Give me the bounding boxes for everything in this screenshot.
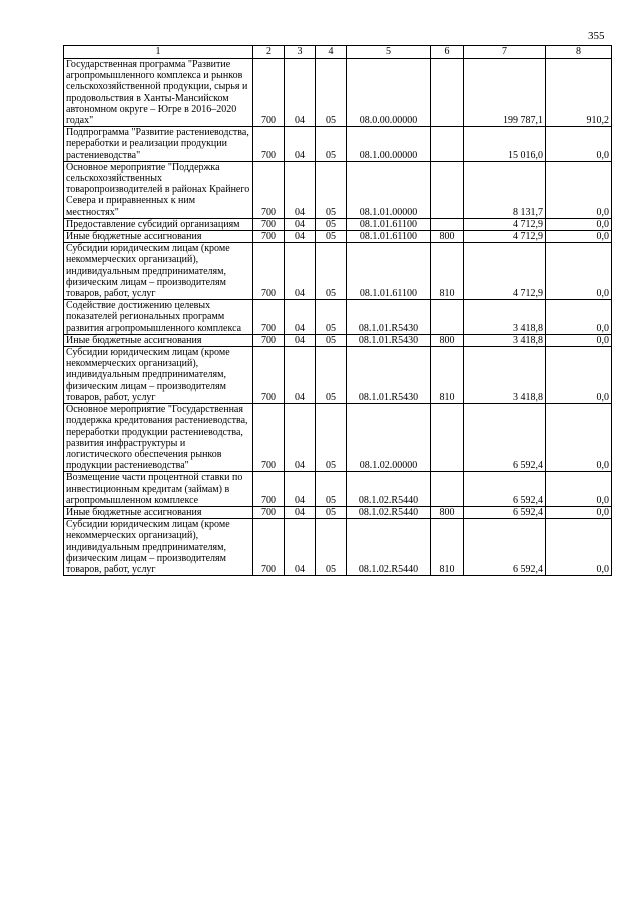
cell-admin-code: 700 [253,59,285,127]
cell-admin-code: 700 [253,231,285,243]
cell-section: 04 [285,218,316,230]
cell-target-article: 08.1.02.R5440 [347,472,431,507]
cell-admin-code: 700 [253,300,285,335]
cell-target-article: 08.1.01.61100 [347,231,431,243]
cell-subsection: 05 [316,404,347,472]
cell-amount-federal: 0,0 [546,127,612,162]
cell-expense-type [431,127,464,162]
cell-subsection: 05 [316,127,347,162]
row-name: Иные бюджетные ассигнования [64,334,253,346]
cell-section: 04 [285,506,316,518]
cell-amount-federal: 0,0 [546,231,612,243]
cell-subsection: 05 [316,472,347,507]
column-header: 1 [64,46,253,59]
table-row [64,300,612,335]
table-row [64,472,612,507]
cell-subsection: 05 [316,231,347,243]
cell-amount: 15 016,0 [464,127,546,162]
row-name: Содействие достижению целевых показателей региональных программ развития агропромышленного комплекса [64,300,253,335]
cell-section: 04 [285,472,316,507]
cell-target-article: 08.1.02.R5440 [347,506,431,518]
cell-amount-federal: 0,0 [546,300,612,335]
cell-section: 04 [285,347,316,404]
table-row [64,404,612,472]
cell-amount-federal: 0,0 [546,404,612,472]
cell-amount-federal: 0,0 [546,334,612,346]
cell-section: 04 [285,59,316,127]
column-header: 5 [347,46,431,59]
cell-amount-federal: 0,0 [546,347,612,404]
table-row [64,218,612,230]
cell-subsection: 05 [316,519,347,576]
cell-target-article: 08.0.00.00000 [347,59,431,127]
column-header: 2 [253,46,285,59]
cell-admin-code: 700 [253,243,285,300]
cell-expense-type: 800 [431,506,464,518]
cell-admin-code: 700 [253,127,285,162]
cell-amount-federal: 0,0 [546,506,612,518]
cell-subsection: 05 [316,347,347,404]
cell-admin-code: 700 [253,218,285,230]
table-row [64,334,612,346]
cell-subsection: 05 [316,218,347,230]
cell-amount: 6 592,4 [464,472,546,507]
cell-amount: 3 418,8 [464,300,546,335]
cell-expense-type: 800 [431,231,464,243]
table-header-row [64,46,612,59]
cell-expense-type: 810 [431,243,464,300]
row-name: Субсидии юридическим лицам (кроме некоммерческих организаций), индивидуальным предпринимателям, физическим лицам – производителям товаров, работ, услуг [64,347,253,404]
cell-expense-type: 810 [431,347,464,404]
table-row [64,243,612,300]
budget-table [63,45,612,576]
cell-target-article: 08.1.01.61100 [347,218,431,230]
table-row [64,347,612,404]
cell-amount: 4 712,9 [464,243,546,300]
cell-expense-type [431,300,464,335]
cell-amount: 199 787,1 [464,59,546,127]
cell-target-article: 08.1.01.R5430 [347,334,431,346]
table-row [64,519,612,576]
row-name: Подпрограмма "Развитие растениеводства, переработки и реализации продукции растениеводства" [64,127,253,162]
cell-admin-code: 700 [253,519,285,576]
row-name: Предоставление субсидий организациям [64,218,253,230]
cell-target-article: 08.1.02.R5440 [347,519,431,576]
cell-amount-federal: 0,0 [546,519,612,576]
cell-amount: 6 592,4 [464,519,546,576]
cell-target-article: 08.1.01.00000 [347,161,431,218]
cell-admin-code: 700 [253,334,285,346]
cell-target-article: 08.1.01.R5430 [347,300,431,335]
cell-subsection: 05 [316,243,347,300]
cell-expense-type [431,218,464,230]
cell-admin-code: 700 [253,472,285,507]
column-header: 7 [464,46,546,59]
row-name: Субсидии юридическим лицам (кроме некоммерческих организаций), индивидуальным предпринимателям, физическим лицам – производителям товаров, работ, услуг [64,243,253,300]
cell-amount: 8 131,7 [464,161,546,218]
row-name: Субсидии юридическим лицам (кроме некоммерческих организаций), индивидуальным предпринимателям, физическим лицам – производителям товаров, работ, услуг [64,519,253,576]
cell-section: 04 [285,300,316,335]
cell-subsection: 05 [316,59,347,127]
cell-section: 04 [285,127,316,162]
cell-subsection: 05 [316,506,347,518]
cell-admin-code: 700 [253,506,285,518]
cell-admin-code: 700 [253,404,285,472]
cell-amount-federal: 0,0 [546,243,612,300]
table-row [64,231,612,243]
row-name: Государственная программа "Развитие агропромышленного комплекса и рынков сельскохозяйственной продукции, сырья и продовольствия в Ханты-Мансийском автономном округе – Югре в 2016–2020 годах" [64,59,253,127]
cell-section: 04 [285,231,316,243]
cell-expense-type [431,59,464,127]
cell-target-article: 08.1.01.R5430 [347,347,431,404]
cell-target-article: 08.1.00.00000 [347,127,431,162]
cell-section: 04 [285,334,316,346]
cell-section: 04 [285,519,316,576]
column-header: 6 [431,46,464,59]
cell-amount: 6 592,4 [464,506,546,518]
table-row [64,506,612,518]
cell-expense-type: 810 [431,519,464,576]
cell-expense-type [431,472,464,507]
cell-amount: 6 592,4 [464,404,546,472]
cell-amount-federal: 910,2 [546,59,612,127]
row-name: Иные бюджетные ассигнования [64,231,253,243]
cell-admin-code: 700 [253,347,285,404]
cell-amount-federal: 0,0 [546,218,612,230]
cell-section: 04 [285,243,316,300]
table-row [64,59,612,127]
cell-section: 04 [285,404,316,472]
row-name: Основное мероприятие "Государственная поддержка кредитования растениеводства, переработки продукции растениеводства, развития инфраструктуры и логистического обеспечения рынков продукции растениеводства" [64,404,253,472]
cell-target-article: 08.1.02.00000 [347,404,431,472]
cell-subsection: 05 [316,300,347,335]
row-name: Возмещение части процентной ставки по инвестиционным кредитам (займам) в агропромышленном комплексе [64,472,253,507]
cell-subsection: 05 [316,334,347,346]
row-name: Иные бюджетные ассигнования [64,506,253,518]
row-name: Основное мероприятие "Поддержка сельскохозяйственных товаропроизводителей в районах Крайнего Севера и приравненных к ним местностях" [64,161,253,218]
cell-section: 04 [285,161,316,218]
cell-amount-federal: 0,0 [546,472,612,507]
table-row [64,161,612,218]
cell-amount: 3 418,8 [464,334,546,346]
cell-amount: 4 712,9 [464,218,546,230]
cell-amount: 3 418,8 [464,347,546,404]
cell-subsection: 05 [316,161,347,218]
cell-amount-federal: 0,0 [546,161,612,218]
cell-amount: 4 712,9 [464,231,546,243]
column-header: 4 [316,46,347,59]
page-number: 355 [588,30,605,42]
column-header: 8 [546,46,612,59]
cell-target-article: 08.1.01.61100 [347,243,431,300]
column-header: 3 [285,46,316,59]
cell-admin-code: 700 [253,161,285,218]
table-row [64,127,612,162]
cell-expense-type [431,161,464,218]
cell-expense-type: 800 [431,334,464,346]
cell-expense-type [431,404,464,472]
